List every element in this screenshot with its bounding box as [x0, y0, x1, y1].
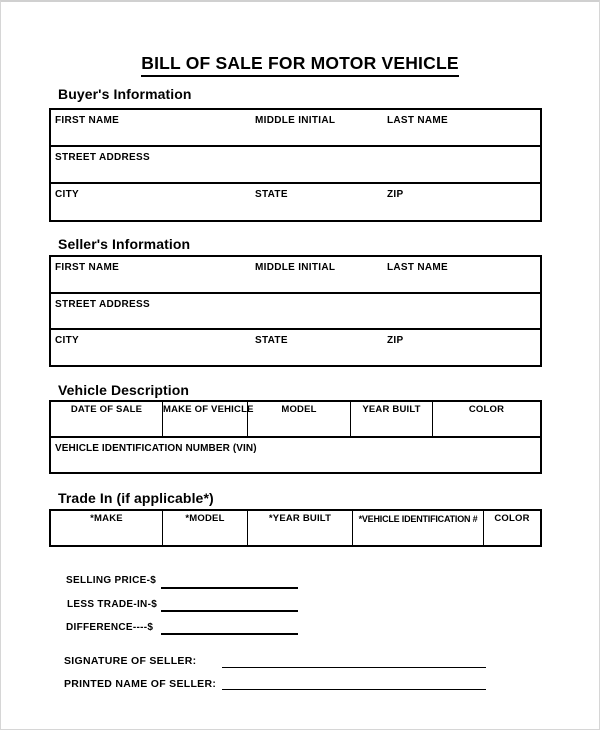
vehicle-color-field[interactable]	[433, 402, 540, 436]
seller-zip-field[interactable]	[383, 330, 540, 365]
less-trade-in-field[interactable]	[161, 610, 298, 612]
seller-info-table	[49, 255, 542, 367]
vehicle-vin-field[interactable]	[51, 436, 540, 472]
seller-street-address-field[interactable]	[51, 292, 540, 328]
vehicle-year-built-field[interactable]	[351, 402, 433, 436]
trade-in-make-field[interactable]	[51, 511, 163, 545]
form-title: BILL OF SALE FOR MOTOR VEHICLE	[141, 53, 458, 77]
buyer-city-field[interactable]	[51, 184, 251, 220]
trade-in-make-label: *MAKE	[90, 513, 123, 524]
buyer-zip-field[interactable]	[383, 184, 540, 220]
seller-city-state-zip-row	[51, 328, 540, 365]
signature-of-seller-label: SIGNATURE OF SELLER:	[64, 655, 197, 667]
seller-name-row	[51, 257, 540, 292]
vehicle-color-label: COLOR	[468, 404, 505, 415]
form-title-container	[1, 53, 599, 77]
trade-in-color-label: COLOR	[494, 513, 530, 524]
buyer-first-name-field[interactable]	[51, 110, 251, 145]
seller-state-field[interactable]	[251, 330, 383, 365]
seller-middle-initial-field[interactable]	[251, 257, 383, 292]
vehicle-vin-label: VEHICLE IDENTIFICATION NUMBER (VIN)	[55, 443, 257, 454]
vehicle-model-label: MODEL	[281, 404, 317, 415]
vehicle-date-of-sale-label: DATE OF SALE	[70, 404, 143, 415]
trade-in-model-field[interactable]	[163, 511, 248, 545]
vehicle-year-built-label: YEAR BUILT	[362, 404, 421, 415]
seller-first-name-field[interactable]	[51, 257, 251, 292]
seller-last-name-label: LAST NAME	[387, 262, 449, 273]
trade-in-vin-field[interactable]	[353, 511, 484, 545]
seller-city-field[interactable]	[51, 330, 251, 365]
trade-in-color-field[interactable]	[484, 511, 540, 545]
seller-city-label: CITY	[55, 335, 79, 346]
vehicle-columns-row	[51, 402, 540, 436]
difference-field[interactable]	[161, 633, 298, 635]
seller-last-name-field[interactable]	[383, 257, 540, 292]
vehicle-make-label: MAKE OF VEHICLE	[163, 404, 254, 415]
vehicle-description-table	[49, 400, 542, 474]
buyer-middle-initial-label: MIDDLE INITIAL	[255, 115, 336, 126]
buyer-name-row	[51, 110, 540, 145]
seller-zip-label: ZIP	[387, 335, 404, 346]
buyer-last-name-field[interactable]	[383, 110, 540, 145]
buyer-info-table	[49, 108, 542, 222]
printed-name-of-seller-label: PRINTED NAME OF SELLER:	[64, 678, 217, 690]
seller-first-name-label: FIRST NAME	[55, 262, 120, 273]
printed-name-of-seller-field[interactable]	[222, 689, 486, 690]
buyer-city-label: CITY	[55, 189, 79, 200]
trade-in-model-label: *MODEL	[185, 513, 225, 524]
trade-in-columns-row	[51, 511, 540, 545]
seller-section-heading: Seller's Information	[58, 236, 191, 252]
vehicle-make-field[interactable]	[163, 402, 254, 436]
trade-in-year-built-field[interactable]	[248, 511, 353, 545]
vehicle-model-field[interactable]	[248, 402, 351, 436]
buyer-street-address-field[interactable]	[51, 145, 540, 182]
buyer-state-label: STATE	[255, 189, 288, 200]
buyer-first-name-label: FIRST NAME	[55, 115, 120, 126]
buyer-state-field[interactable]	[251, 184, 383, 220]
selling-price-field[interactable]	[161, 587, 298, 589]
buyer-zip-label: ZIP	[387, 189, 404, 200]
trade-in-section-heading: Trade In (if applicable*)	[58, 490, 214, 506]
buyer-middle-initial-field[interactable]	[251, 110, 383, 145]
vehicle-section-heading: Vehicle Description	[58, 382, 190, 398]
trade-in-year-built-label: *YEAR BUILT	[268, 513, 332, 524]
seller-state-label: STATE	[255, 335, 288, 346]
difference-label: DIFFERENCE----$	[66, 622, 154, 633]
selling-price-label: SELLING PRICE-$	[66, 575, 157, 586]
buyer-last-name-label: LAST NAME	[387, 115, 449, 126]
trade-in-vin-label: *VEHICLE IDENTIFICATION #	[358, 514, 478, 524]
signature-of-seller-field[interactable]	[222, 667, 486, 668]
seller-street-address-label: STREET ADDRESS	[55, 299, 150, 310]
buyer-street-address-label: STREET ADDRESS	[55, 152, 150, 163]
buyer-section-heading: Buyer's Information	[58, 86, 192, 102]
seller-middle-initial-label: MIDDLE INITIAL	[255, 262, 336, 273]
vehicle-date-of-sale-field[interactable]	[51, 402, 163, 436]
buyer-city-state-zip-row	[51, 182, 540, 220]
trade-in-table	[49, 509, 542, 547]
less-trade-in-label: LESS TRADE-IN-$	[67, 599, 158, 610]
